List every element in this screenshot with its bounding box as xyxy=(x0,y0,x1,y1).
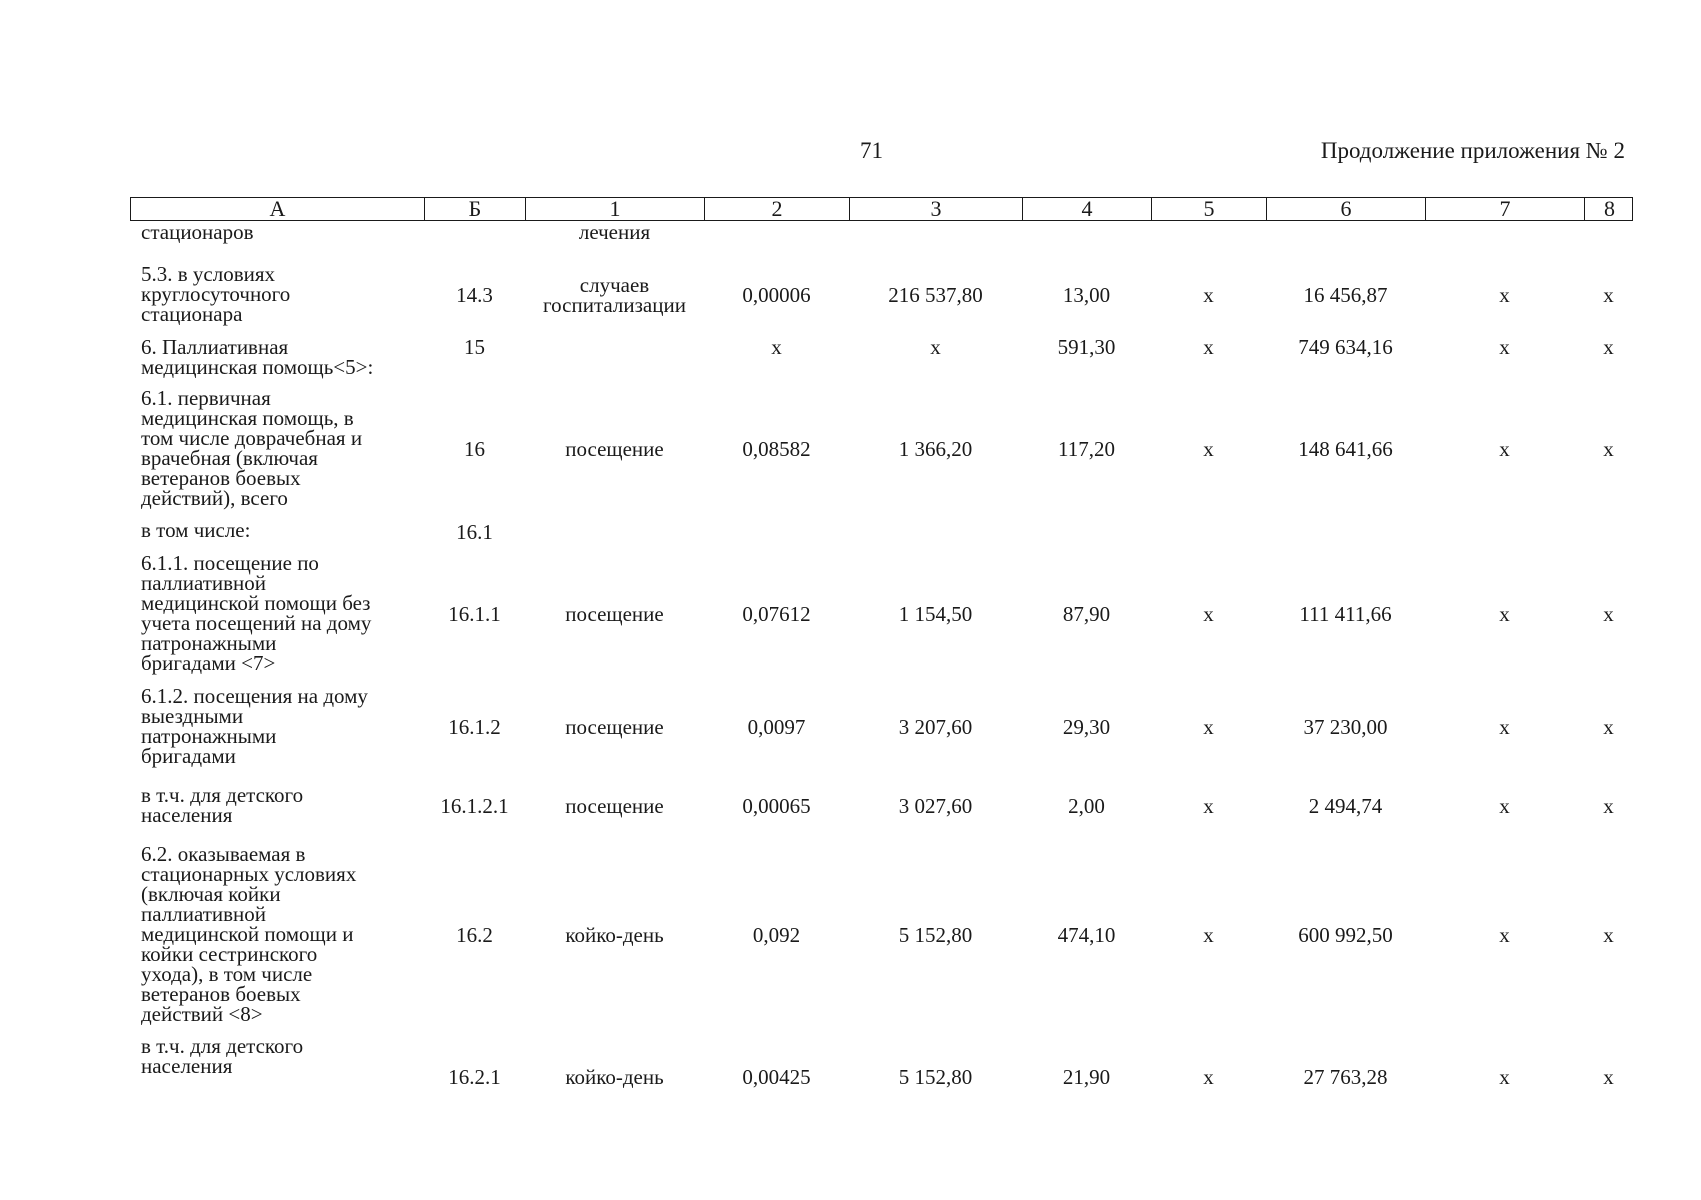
table-row xyxy=(0,686,1701,768)
row-col-8: x xyxy=(1603,1065,1614,1089)
row-code: 14.3 xyxy=(456,283,493,307)
row-col-6: 148 641,66 xyxy=(1298,437,1393,461)
row-col-6: 37 230,00 xyxy=(1303,715,1388,739)
row-code: 16.1.1 xyxy=(448,602,501,626)
row-col-5: x xyxy=(1203,335,1214,359)
row-code: 16.1 xyxy=(456,520,493,544)
row-unit: посещение xyxy=(565,602,664,626)
row-col-8: x xyxy=(1603,923,1614,947)
row-col-6: 16 456,87 xyxy=(1303,283,1388,307)
row-col-7: x xyxy=(1499,437,1510,461)
column-header-2: 2 xyxy=(705,198,850,220)
row-col-4: 13,00 xyxy=(1062,283,1111,307)
row-col-8: x xyxy=(1603,794,1614,818)
row-col-5: x xyxy=(1203,283,1214,307)
row-col-7: x xyxy=(1499,923,1510,947)
column-header-5: 5 xyxy=(1152,198,1267,220)
row-col-3: x xyxy=(930,335,941,359)
row-unit: посещение xyxy=(565,715,664,739)
row-unit: койко-день xyxy=(565,923,664,947)
row-unit: посещение xyxy=(565,794,664,818)
row-name: в т.ч. для детского населения xyxy=(141,783,304,827)
row-col-4: 87,90 xyxy=(1062,602,1111,626)
row-col-2: 0,00065 xyxy=(742,794,811,818)
row-unit: лечения xyxy=(578,220,651,244)
row-col-4: 474,10 xyxy=(1057,923,1116,947)
row-name: 6.1.2. посещения на дому выездными патронажными бригадами xyxy=(141,684,368,768)
row-col-7: x xyxy=(1499,335,1510,359)
row-col-6: 2 494,74 xyxy=(1308,794,1383,818)
row-col-5: x xyxy=(1203,715,1214,739)
column-header-6: 6 xyxy=(1267,198,1426,220)
row-code: 16.2.1 xyxy=(448,1065,501,1089)
column-header-a: А xyxy=(131,198,425,220)
row-code: 16.2 xyxy=(456,923,493,947)
row-code: 16.1.2 xyxy=(448,715,501,739)
row-col-2: 0,08582 xyxy=(742,437,811,461)
row-name: в т.ч. для детского населения xyxy=(141,1034,304,1078)
row-col-6: 111 411,66 xyxy=(1299,602,1392,626)
table-row xyxy=(0,844,1701,1026)
row-col-8: x xyxy=(1603,602,1614,626)
table-row xyxy=(0,1036,1701,1118)
row-unit xyxy=(525,337,704,379)
row-name: 5.3. в условиях круглосуточного стационара xyxy=(141,262,291,326)
row-col-6: 600 992,50 xyxy=(1298,923,1393,947)
column-header-row xyxy=(130,197,1633,221)
row-unit: случаев госпитализации xyxy=(543,273,686,317)
row-col-2: 0,00006 xyxy=(742,283,811,307)
row-code: 15 xyxy=(464,335,485,359)
row-col-4: 21,90 xyxy=(1062,1065,1111,1089)
row-col-7: x xyxy=(1499,602,1510,626)
row-col-3: 3 207,60 xyxy=(898,715,973,739)
continuation-label: Продолжение приложения № 2 xyxy=(1320,138,1625,163)
row-col-2: 0,0097 xyxy=(747,715,806,739)
row-col-5: x xyxy=(1203,437,1214,461)
row-name: 6. Паллиативная медицинская помощь<5>: xyxy=(141,335,374,379)
row-col-7: x xyxy=(1499,794,1510,818)
column-header-8: 8 xyxy=(1604,196,1615,221)
table-row xyxy=(0,520,1701,544)
row-name: в том числе: xyxy=(141,518,251,542)
row-col-3: 5 152,80 xyxy=(898,1065,973,1089)
column-header-4: 4 xyxy=(1023,198,1152,220)
row-col-5: x xyxy=(1203,602,1214,626)
row-col-5: x xyxy=(1203,794,1214,818)
row-name: стационаров xyxy=(141,220,254,244)
row-col-2: x xyxy=(771,335,782,359)
table-row xyxy=(0,553,1701,675)
row-col-3: 216 537,80 xyxy=(888,283,983,307)
row-col-3: 5 152,80 xyxy=(898,923,973,947)
row-col-4: 591,30 xyxy=(1057,335,1116,359)
row-col-3: 3 027,60 xyxy=(898,794,973,818)
table-row xyxy=(0,337,1701,379)
row-col-4: 29,30 xyxy=(1062,715,1111,739)
column-header-3: 3 xyxy=(850,198,1023,220)
row-unit: посещение xyxy=(565,437,664,461)
column-header-b: Б xyxy=(425,198,526,220)
row-unit: койко-день xyxy=(565,1065,664,1089)
row-col-8: x xyxy=(1603,283,1614,307)
row-col-6: 749 634,16 xyxy=(1298,335,1393,359)
row-col-4: 117,20 xyxy=(1058,437,1115,461)
row-col-5: x xyxy=(1203,923,1214,947)
page-number: 71 xyxy=(860,138,883,163)
row-col-7: x xyxy=(1499,1065,1510,1089)
row-col-7: x xyxy=(1499,283,1510,307)
table-row xyxy=(0,388,1701,510)
row-name: 6.2. оказываемая в стационарных условиях (включая койки паллиативной медицинской помощи и койки сестринского ухода), в том числе ветеранов боевых действий <8> xyxy=(141,842,357,1026)
column-header-1: 1 xyxy=(526,198,705,220)
column-header-7: 7 xyxy=(1426,198,1585,220)
row-col-8: x xyxy=(1603,335,1614,359)
row-col-7: x xyxy=(1499,715,1510,739)
row-col-2: 0,092 xyxy=(752,923,801,947)
row-col-2: 0,07612 xyxy=(742,602,811,626)
row-col-5: x xyxy=(1203,1065,1214,1089)
row-col-3: 1 366,20 xyxy=(898,437,973,461)
row-col-8: x xyxy=(1603,437,1614,461)
row-code: 16 xyxy=(464,437,485,461)
row-col-6: 27 763,28 xyxy=(1303,1065,1388,1089)
row-name: 6.1.1. посещение по паллиативной медицинской помощи без учета посещений на дому патронажными бригадами <7> xyxy=(141,551,372,675)
table-row xyxy=(0,264,1701,326)
row-col-2: 0,00425 xyxy=(742,1065,811,1089)
row-col-3: 1 154,50 xyxy=(898,602,973,626)
row-col-8: x xyxy=(1603,715,1614,739)
table-row-carry-over xyxy=(0,222,1701,246)
row-col-4: 2,00 xyxy=(1068,794,1105,818)
table-row xyxy=(0,785,1701,827)
row-code: 16.1.2.1 xyxy=(440,794,509,818)
row-name: 6.1. первичная медицинская помощь, в том числе доврачебная и врачебная (включая ветеранов боевых действий), всего xyxy=(141,386,363,510)
